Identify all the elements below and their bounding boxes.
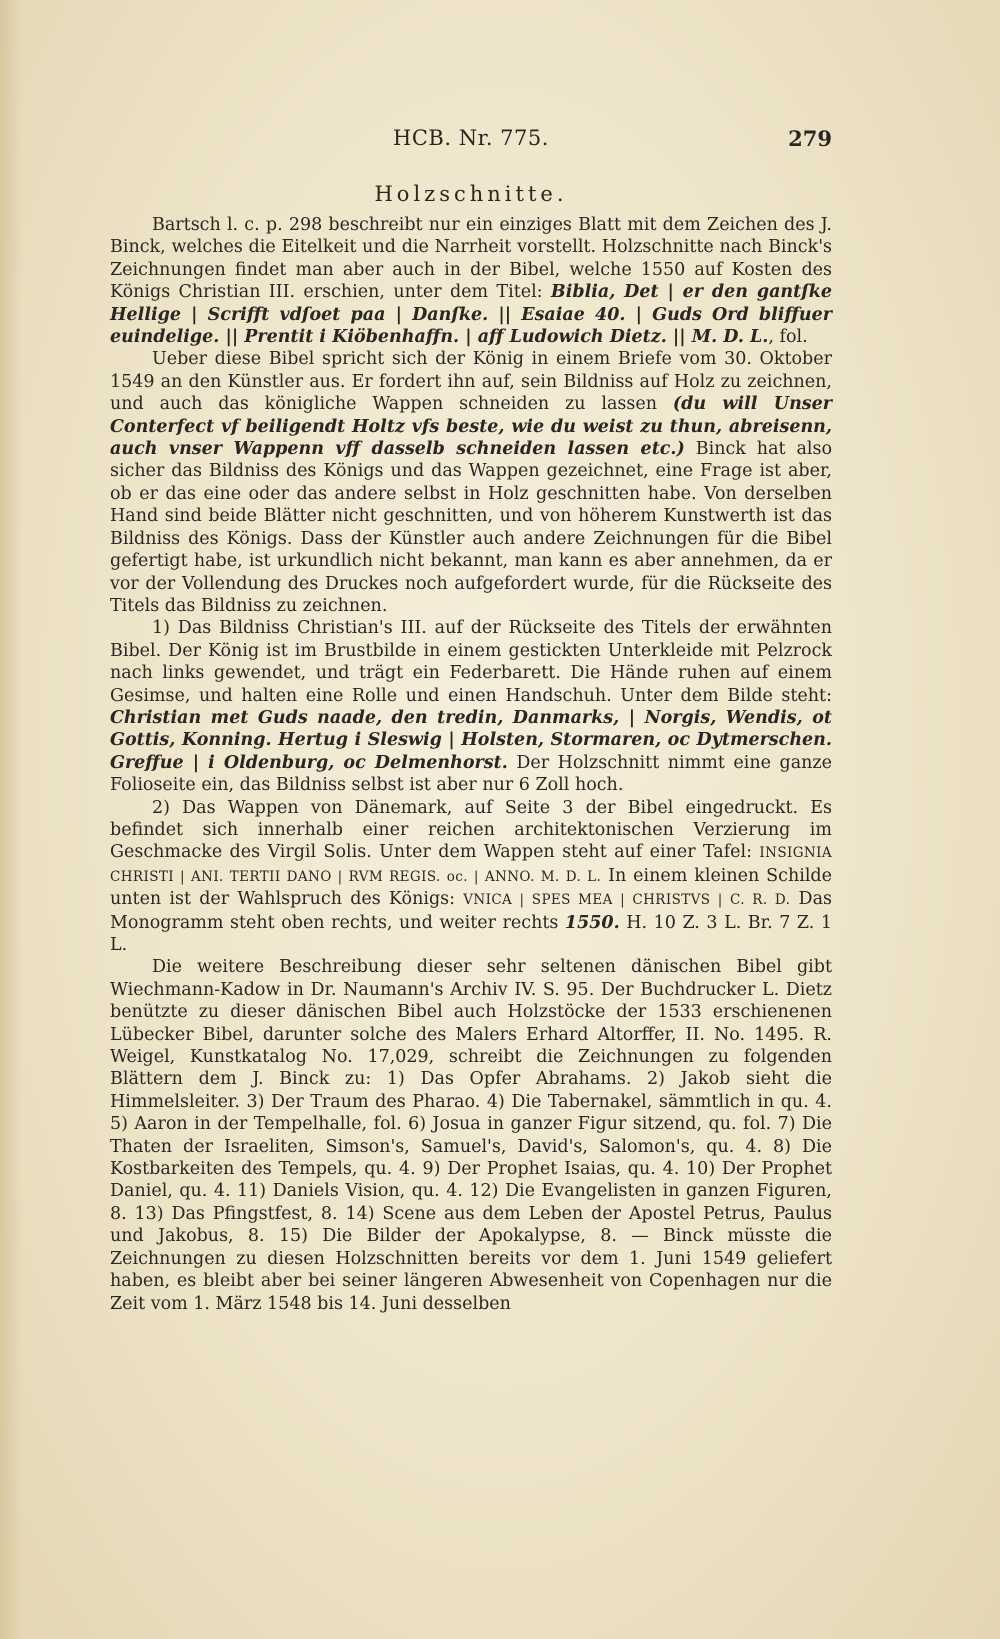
paragraph-text: In einem kleinen Schilde unten ist der Wahlspruch des Königs: <box>110 865 832 910</box>
bible-title: Biblia, Det | er den gantſke Hellige | Scrifft vdſoet paa | Danſke. || Esaiae 40. | Guds Ord bliffuer euindelige. || Prentit i Kiöbenhaffn. | aff Ludowich Dietz. || M. D. L. <box>110 282 833 348</box>
tablet-inscription: INSIGNIA CHRISTI | ANI. TERTII DANO | RVM REGIS. oc. | ANNO. M. D. L. <box>110 845 832 885</box>
document-page <box>110 0 832 1639</box>
paragraph-text: Bartsch l. c. p. 298 beschreibt nur ein einziges Blatt mit dem Zeichen des J. Binck, welches die Eitelkeit und die Narrheit vorstellt. Holzschnitte nach Binck's Zeichnungen findet man aber auch in der Bibel, welche 1550 auf Kosten des Königs Christian III. erschien, unter dem Titel: <box>110 215 832 303</box>
portrait-caption: Christian met Guds naade, den tredin, Danmarks, | Norgis, Wendis, ot Gottis, Konning. Hertug i Sleswig | Holsten, Stormaren, oc Dytmerschen. Greffue | i Oldenburg, oc Delmenhorst. <box>110 707 832 773</box>
paragraph-text: Das Monogramm steht oben rechts, und weiter rechts <box>110 889 832 933</box>
paragraph-text: H. 10 Z. 3 L. Br. 7 Z. 1 L. <box>110 912 832 955</box>
royal-motto: VNICA | SPES MEA | CHRISTVS | C. R. D. <box>463 892 791 909</box>
page-edge-shadow <box>0 0 22 1639</box>
letter-quote: (du will Unser Conterfect vf beiligendt Holtz vfs beste, wie du weist zu thun, abreisenn, auch vnser Wappenn vff dasselb schneiden lassen etc.) <box>110 394 833 460</box>
paragraph-text: Die weitere Beschreibung dieser sehr seltenen dänischen Bibel gibt Wiechmann-Kadow in Dr. Naumann's Archiv IV. S. 95. Der Buchdrucker L. Dietz benützte zu dieser dänischen Bibel auch Holzstöcke der 1533 erschienenen Lübecker Bibel, darunter solche des Malers Erhard Altorffer, II. No. 1495. R. Weigel, Kunstkatalog No. 17,029, schreibt die Zeichnungen zu folgenden Blättern dem J. Binck zu: 1) Das Opfer Abrahams. 2) Jakob sieht die Himmelsleiter. 3) Der Traum des Pharao. 4) Die Tabernakel, sämmtlich in qu. 4. 5) Aaron in der Tempelhalle, fol. 6) Josua in ganzer Figur sitzend, qu. fol. 7) Die Thaten der Israeliten, Simson's, Samuel's, David's, Salomon's, qu. 4. 8) Die Kostbarkeiten des Tempels, qu. 4. 9) Der Prophet Isaias, qu. 4. 10) Der Prophet Daniel, qu. 4. 11) Daniels Vision, qu. 4. 12) Die Evangelisten in ganzen Figuren, 8. 13) Das Pfingstfest, 8. 14) Scene aus dem Leben der Apostel Petrus, Paulus und Jakobus, 8. 15) Die Bilder der Apokalypse, 8. — Binck müsste die Zeichnungen zu diesen Holzschnitten bereits vor dem 1. Juni 1549 geliefert haben, es bleibt aber bei seiner längeren Abwesenheit von Copenhagen nur die Zeit vom 1. März 1548 bis 14. Juni desselben <box>110 957 832 1314</box>
paragraph-text: , fol. <box>768 327 808 348</box>
section-title: Holzschnitte. <box>374 182 568 206</box>
paragraph-letter <box>110 348 832 617</box>
woodcut-year: 1550. <box>564 912 620 933</box>
paragraph-text: Ueber diese Bibel spricht sich der König in einem Briefe vom 30. Oktober 1549 an den Künstler aus. Er fordert ihn auf, sein Bildniss auf Holz zu zeichnen, und auch das königliche Wappen schneiden zu lassen <box>110 349 832 415</box>
paragraph-text: Der Holzschnitt nimmt eine ganze Folioseite ein, das Bildniss selbst ist aber nur 6 Zoll hoch. <box>110 752 832 796</box>
paragraph-text: 2) Das Wappen von Dänemark, auf Seite 3 der Bibel eingedruckt. Es befindet sich innerhalb einer reichen architektonischen Verzierung im Geschmacke des Virgil Solis. Unter dem Wappen steht auf einer Tafel: <box>110 797 832 863</box>
body-text <box>110 214 832 1315</box>
paragraph-bartsch <box>110 214 832 348</box>
running-head <box>110 126 832 156</box>
paragraph-text: Binck hat also sicher das Bildniss des Königs und das Wappen gezeichnet, eine Frage ist aber, ob er das eine oder das andere selbst in Holz geschnitten habe. Von derselben Hand sind beide Blätter nicht geschnitten, und von höherem Kunstwerth ist das Bildniss des Königs. Dass der Künstler auch andere Zeichnungen für die Bibel gefertigt habe, ist urkundlich nicht bekannt, man kann es aber annehmen, da er vor der Vollendung des Druckes noch aufgefordert wurde, für die Rückseite des Titels das Bildniss zu zeichnen. <box>110 439 833 616</box>
paragraph-text: 1) Das Bildniss Christian's III. auf der Rückseite des Titels der erwähnten Bibel. Der König ist im Brustbilde in einem gestickten Unterkleide mit Pelzrock nach links gewendet, und trägt ein Federbarett. Die Hände ruhen auf einem Gesimse, und halten eine Rolle und einen Handschuh. Unter dem Bilde steht: <box>110 618 832 706</box>
running-head-title: HCB. Nr. 775. <box>393 126 549 150</box>
page-number: 279 <box>788 126 832 151</box>
paragraph-coat-of-arms <box>110 797 832 957</box>
paragraph-portrait <box>110 617 832 796</box>
paragraph-further-description <box>110 956 832 1315</box>
